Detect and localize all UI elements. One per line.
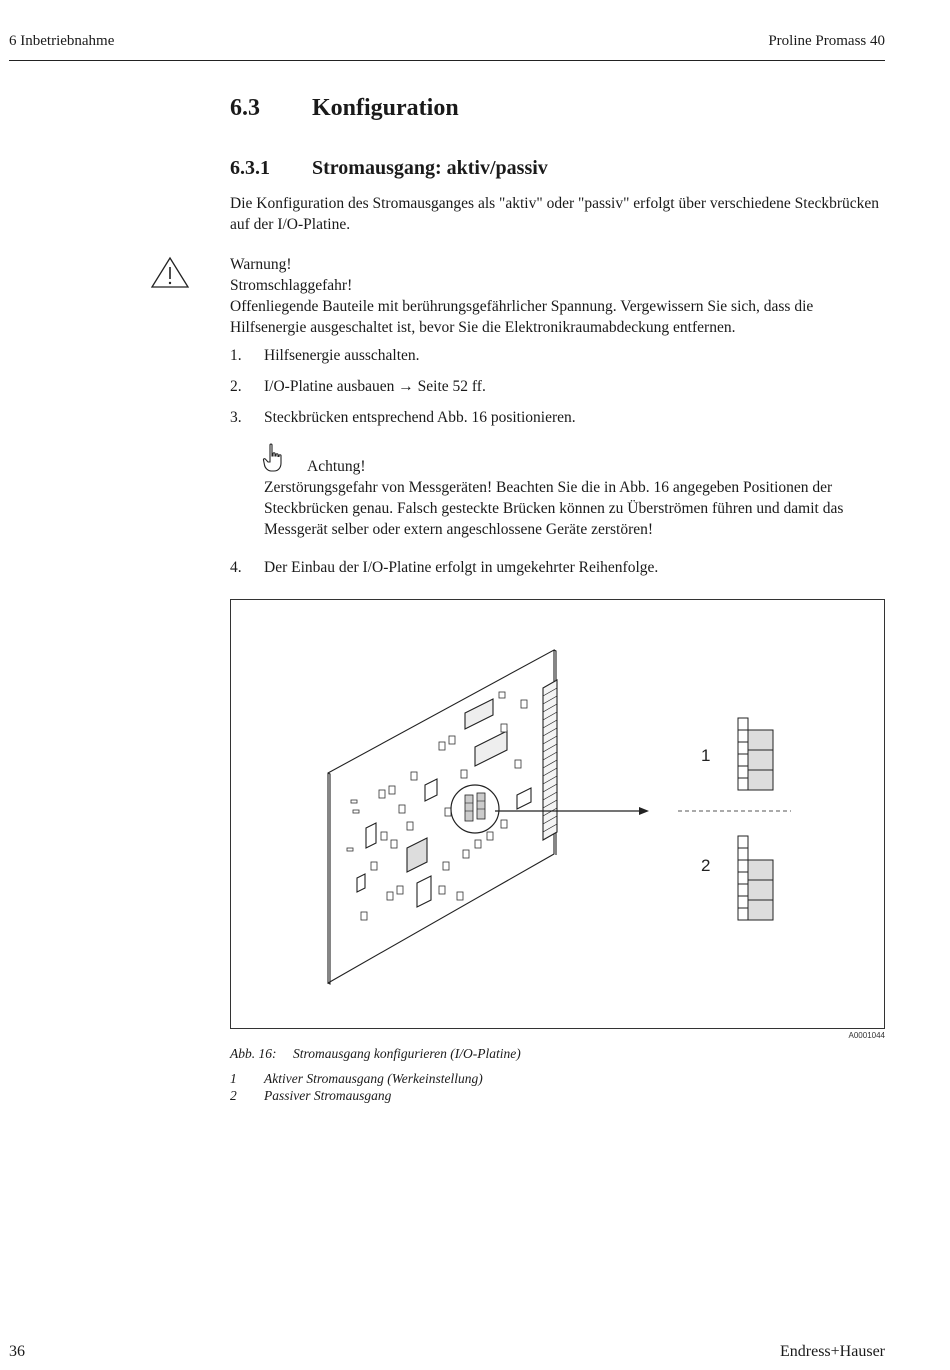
legend-text: Passiver Stromausgang bbox=[264, 1088, 392, 1103]
intro-paragraph: Die Konfiguration des Stromausganges als "aktiv" oder "passiv" erfolgt über verschiedene Steckbrücken auf der I/O-Platine. bbox=[230, 195, 880, 233]
warning-subtitle: Stromschlaggefahr! bbox=[230, 277, 353, 294]
step-number: 3. bbox=[230, 409, 242, 426]
figure-id: A0001044 bbox=[848, 1031, 885, 1040]
step-number: 2. bbox=[230, 378, 242, 395]
warning-title: Warnung! bbox=[230, 256, 292, 273]
legend-number: 1 bbox=[230, 1071, 237, 1086]
figure-caption bbox=[230, 1046, 521, 1062]
subsection-heading bbox=[230, 157, 548, 180]
legend-number: 2 bbox=[230, 1088, 237, 1103]
subsection-number: 6.3.1 bbox=[230, 157, 270, 179]
page-number: 36 bbox=[9, 1343, 25, 1360]
figure-label-1: 1 bbox=[701, 746, 711, 765]
subsection-title: Stromausgang: aktiv/passiv bbox=[312, 157, 548, 179]
legend-text: Aktiver Stromausgang (Werkeinstellung) bbox=[264, 1071, 483, 1086]
jumper-passive-illustration bbox=[738, 836, 773, 920]
caution-block bbox=[264, 456, 889, 540]
step-text: I/O-Platine ausbauen → Seite 52 ff. bbox=[264, 378, 486, 395]
step-text: Der Einbau der I/O-Platine erfolgt in umgekehrter Reihenfolge. bbox=[264, 559, 659, 576]
figure-caption-text: Stromausgang konfigurieren (I/O-Platine) bbox=[293, 1046, 521, 1061]
warning-block bbox=[230, 254, 885, 338]
step-text: Steckbrücken entsprechend Abb. 16 positionieren. bbox=[264, 409, 576, 426]
legend-item bbox=[230, 1088, 391, 1104]
step-number: 4. bbox=[230, 559, 242, 576]
warning-triangle-icon bbox=[150, 256, 190, 295]
running-header-chapter: 6 Inbetriebnahme bbox=[9, 33, 115, 49]
jumper-active-illustration bbox=[738, 718, 773, 790]
step-text: Hilfsenergie ausschalten. bbox=[264, 347, 420, 364]
section-heading bbox=[230, 95, 459, 122]
legend-item bbox=[230, 1071, 483, 1087]
header-divider bbox=[9, 60, 885, 61]
figure-label-2: 2 bbox=[701, 856, 711, 875]
jumper-detail-circle bbox=[451, 785, 499, 833]
step-number: 1. bbox=[230, 347, 242, 364]
footer-brand: Endress+Hauser bbox=[780, 1343, 885, 1360]
io-board-illustration bbox=[231, 600, 884, 1028]
running-header-product: Proline Promass 40 bbox=[768, 33, 885, 49]
section-title: Konfiguration bbox=[312, 95, 459, 121]
figure-io-board bbox=[230, 599, 885, 1029]
figure-caption-label: Abb. 16: bbox=[230, 1046, 277, 1061]
caution-text: Zerstörungsgefahr von Messgeräten! Beachten Sie die in Abb. 16 angegeben Positionen der Steckbrücken genau. Falsch gesteckte Brücken können zu Überströmen führen und damit das Messgerät selber oder extern angeschlossene Geräte zerstören! bbox=[264, 479, 844, 538]
warning-text: Offenliegende Bauteile mit berührungsgefährlicher Spannung. Vergewissern Sie sich, dass die Hilfsenergie ausgeschaltet ist, bevor Sie die Elektronikraumabdeckung entfernen. bbox=[230, 298, 814, 336]
section-number: 6.3 bbox=[230, 95, 260, 121]
caution-title: Achtung! bbox=[307, 458, 366, 475]
